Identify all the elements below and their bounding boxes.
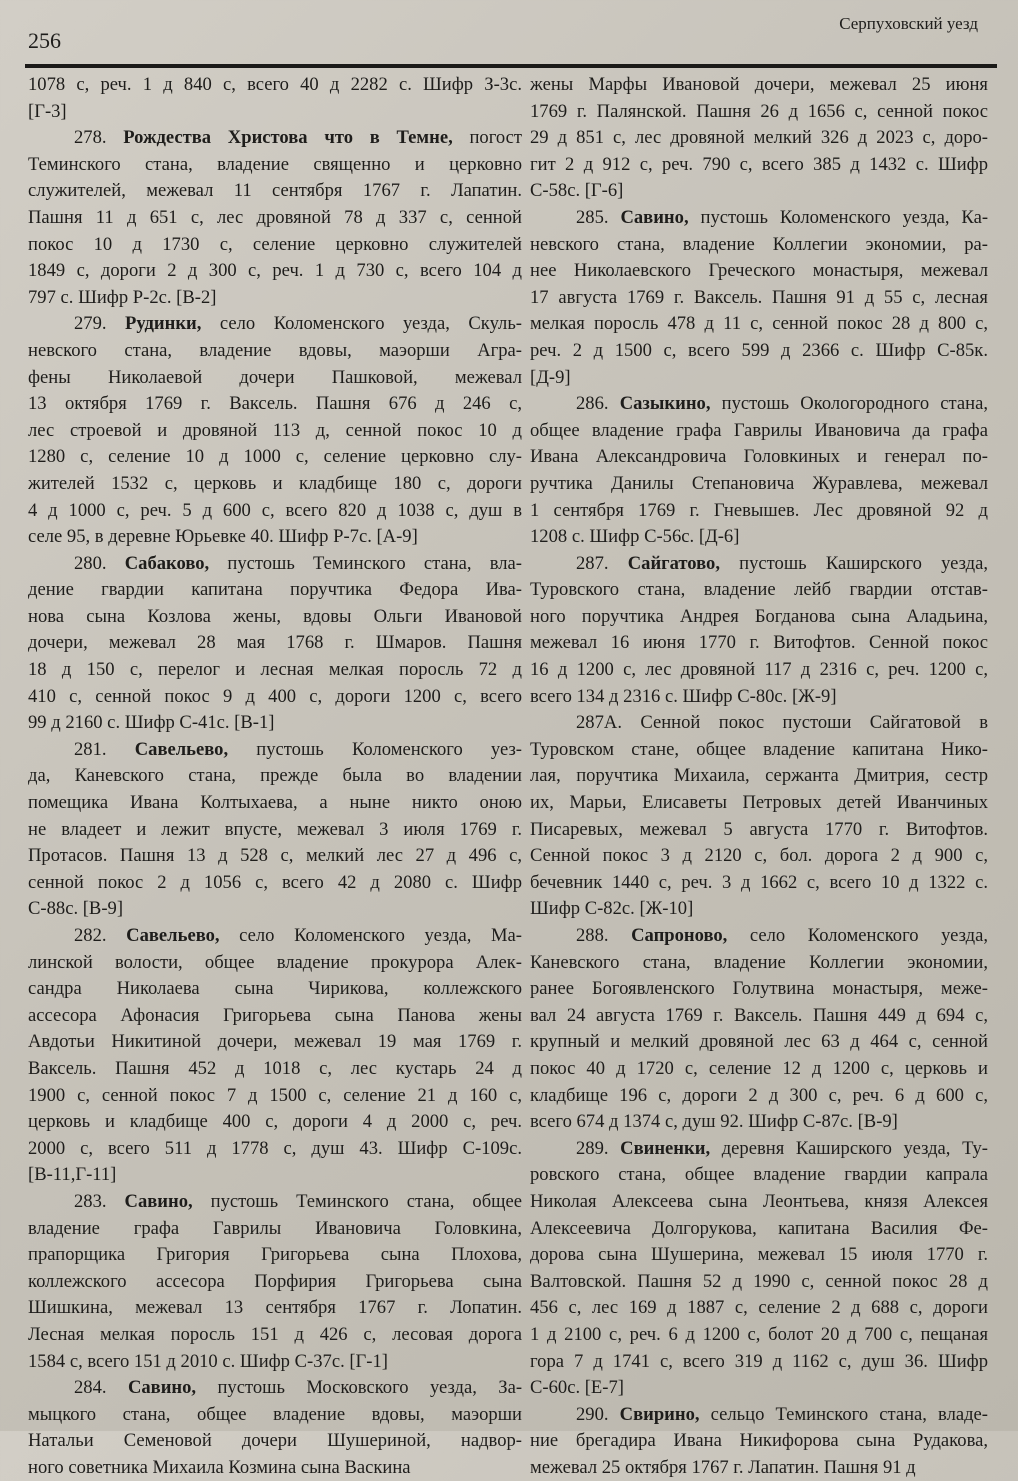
entry-number: 278. [74,127,124,149]
text-line [28,950,522,977]
text-line [28,1056,522,1083]
text-line [28,1402,522,1429]
text-line [28,1216,522,1243]
line-text: ручтика Данилы Степановича Журавлева, межевал [530,472,988,494]
text-line [28,1349,522,1376]
line-text: пустошь Теминского стана, общее [192,1190,522,1212]
line-text: Протасов. Пашня 13 д 528 с, мелкий лес 27 д 496 с, [28,845,522,867]
text-line [530,684,988,711]
line-text: сенной покос 2 д 1056 с, всего 42 д 2080 с. Шифр [28,871,522,893]
entry-heading-line [530,1402,988,1429]
text-line [530,365,988,392]
entry-heading-line [530,923,988,950]
text-line [28,152,522,179]
text-line [530,99,988,126]
text-line [530,790,988,817]
right-column [530,72,988,1481]
text-line [530,1428,988,1455]
line-text: 1769 г. Палянской. Пашня 26 д 1656 с, сенной покос [530,100,988,122]
text-line [28,285,522,312]
entry-name: Сапроново, [631,925,728,946]
line-text: Каневского стана, владение Коллегии экономии, [530,951,988,973]
line-text: помещика Ивана Колтыхаева, а ныне никто оною [28,792,522,814]
line-text: Сенной покос пустоши Сайгатовой в [640,712,988,734]
text-line [530,817,988,844]
line-text: 29 д 851 с, лес дровяной мелкий 326 д 2023 с, доро- [530,127,988,149]
text-line [530,152,988,179]
text-line [28,524,522,551]
text-line [530,896,988,923]
text-line [28,258,522,285]
line-text: гора 7 д 1741 с, всего 319 д 1162 с, душ 36. Шифр [530,1350,988,1372]
line-text: их, Марьи, Елисаветы Петровых детей Иванчиных [530,792,988,814]
line-text: 99 д 2160 с. Шифр С-41с. [В-1] [28,712,275,734]
line-text: пустошь Каширского уезда, [720,552,988,574]
entry-heading-line [28,125,522,152]
text-line [28,365,522,392]
line-text: погост [452,127,522,149]
line-text: 16 д 1200 с, лес дровяной 117 д 2316 с, реч. 1200 с, [530,659,988,681]
line-text: гит 2 д 912 с, реч. 790 с, всего 385 д 1432 с. Шифр [530,153,988,175]
text-line [530,1056,988,1083]
header-rule [25,64,997,68]
text-line [530,976,988,1003]
line-text: 2000 с, всего 511 д 1778 с, душ 43. Шифр С-109с. [28,1137,522,1159]
line-text: жителей 1532 с, церковь и кладбище 180 с, дороги [28,472,522,494]
line-text: 1584 с, всего 151 д 2010 с. Шифр С-37с. [Г-1] [28,1350,388,1372]
line-text: Пашня 11 д 651 с, лес дровяной 78 д 337 с, сенной [28,206,522,228]
line-text: прапорщика Григория Григорьева сына Плохова, [28,1244,522,1266]
entry-number: 288. [576,925,632,946]
text-line [530,1003,988,1030]
text-line [530,763,988,790]
entry-name: Савино, [124,1190,193,1212]
text-line [530,338,988,365]
line-text: 1 д 2100 с, реч. 6 д 1200 с, болот 20 д 700 с, пещаная [530,1323,988,1345]
text-line [530,870,988,897]
line-text: не владеет и лежит впусте, межевал 3 июля 1769 г. [28,818,522,840]
line-text: Туровском стане, общее владение капитана Нико- [530,738,988,760]
entry-name: Савельево, [126,925,220,946]
entry-name: Сабаково, [124,552,210,574]
line-text: Ивана Александровича Головкиных и генерал по- [530,446,988,468]
text-line [530,1083,988,1110]
line-text: 1 сентября 1769 г. Гневышев. Лес дровяной 92 д [530,499,988,521]
line-text: 18 д 150 с, перелог и лесная мелкая поросль 72 д [28,659,522,681]
line-text: Сенной покос 3 д 2120 с, бол. дорога 2 д 900 с, [530,845,988,867]
line-text: дорова сына Шушерина, межевал 15 июля 1770 г. [530,1244,988,1266]
text-line [530,604,988,631]
entry-number: 290. [576,1403,620,1425]
line-text: нова сына Козлова жены, вдовы Ольги Ивановой [28,605,522,627]
line-text: покос 40 д 1720 с, селение 12 д 1200 с, церковь и [530,1057,988,1079]
entry-name: Свиненки, [620,1137,711,1159]
text-line [28,1029,522,1056]
text-line [28,471,522,498]
text-line [530,1029,988,1056]
text-line [28,577,522,604]
text-line [530,524,988,551]
line-text: мелкая поросль 478 д 11 с, сенной покос 28 д 800 с, [530,313,988,335]
line-text: [В-11,Г-11] [28,1164,117,1186]
entry-heading-line [28,551,522,578]
line-text: 1208 с. Шифр С-56с. [Д-6] [530,526,740,548]
text-line [28,1295,522,1322]
line-text: Шишкина, межевал 13 сентября 1767 г. Лопатин. [28,1297,522,1319]
entry-number: 280. [74,552,125,574]
text-line [530,1455,988,1481]
text-line [28,338,522,365]
line-text: село Коломенского уезда, [727,925,988,946]
text-line [530,444,988,471]
line-text: Авдотьи Никитиной дочери, межевал 19 мая 1769 г. [28,1031,522,1053]
line-text: пустошь Теминского стана, вла- [209,552,522,574]
line-text: пустошь Коломенского уезда, Ка- [688,206,988,228]
line-text: Ваксель. Пашня 452 д 1018 с, лес кустарь 24 д [28,1057,522,1079]
text-line [530,471,988,498]
line-text: 1900 с, сенной покос 7 д 1500 с, селение 21 д 160 с, [28,1084,522,1106]
text-line [28,418,522,445]
line-text: Лесная мелкая поросль 151 д 426 с, лесовая дорога [28,1323,522,1345]
text-line [28,1136,522,1163]
text-line [28,1242,522,1269]
line-text: бечевник 1440 с, реч. 3 д 1662 с, всего 10 д 1322 с. [530,871,988,893]
line-text: 13 октября 1769 г. Ваксель. Пашня 676 д 246 с, [28,393,522,415]
entry-number: 283. [74,1190,125,1212]
text-line [28,630,522,657]
text-line [530,1269,988,1296]
line-text: 1280 с, селение 10 д 1000 с, селение церковно слу- [28,446,522,468]
line-text: Натальи Семеновой дочери Шушериной, надвор- [28,1430,522,1452]
entry-number: 279. [74,313,126,335]
line-text: вал 24 августа 1769 г. Ваксель. Пашня 449 д 694 с, [530,1004,988,1026]
text-line [530,1242,988,1269]
line-text: дочери, межевал 28 мая 1768 г. Шмаров. Пашня [28,632,522,654]
line-text: Туровского стана, владение лейб гвардии отстав- [530,579,988,601]
entry-heading-line [530,1136,988,1163]
text-line [28,763,522,790]
line-text: 4 д 1000 с, реч. 5 д 600 с, всего 820 д 1038 с, душ в [28,499,522,521]
text-line [28,72,522,99]
text-line [530,1349,988,1376]
line-text: ассесора Афонасия Григорьева сына Панова жены [28,1004,522,1026]
line-text: церковь и кладбище 400 с, дороги 4 д 2000 с, реч. [28,1111,522,1133]
text-line [530,577,988,604]
text-line [530,258,988,285]
text-line [530,1216,988,1243]
entry-name: Рождества Христова что в Темне, [123,127,453,149]
text-line [28,657,522,684]
line-text: Шифр С-82с. [Ж-10] [530,898,694,920]
line-text: деревня Каширского уезда, Ту- [710,1137,988,1159]
line-text: село Коломенского уезда, Ма- [219,925,522,946]
line-text: пустошь Окологородного стана, [710,393,988,415]
entry-heading-line [28,737,522,764]
line-text: коллежского ассесора Порфирия Григорьева сына [28,1270,522,1292]
entry-name: Савино, [127,1377,197,1399]
line-text: ного поручтика Андрея Богданова сына Аладьина, [530,605,988,627]
line-text: всего 674 д 1374 с, душ 92. Шифр С-87с. [В-9] [530,1111,898,1133]
text-line [28,684,522,711]
line-text: 17 августа 1769 г. Ваксель. Пашня 91 д 55 с, лесная [530,286,988,308]
text-line [28,1109,522,1136]
text-line [28,1083,522,1110]
line-text: С-60с. [Е-7] [530,1377,624,1399]
text-line [28,1322,522,1349]
line-text: жены Марфы Ивановой дочери, межевал 25 июня [530,74,988,95]
line-text: [Д-9] [530,366,571,388]
line-text: нее Николаевского Греческого монастыря, межевал [530,260,988,282]
line-text: [Г-3] [28,100,67,122]
text-line [530,418,988,445]
text-line [28,976,522,1003]
text-line [530,311,988,338]
text-line [28,790,522,817]
line-text: 1849 с, дороги 2 д 300 с, реч. 1 д 730 с, всего 104 д [28,260,522,282]
text-line [28,870,522,897]
line-text: 456 с, лес 169 д 1887 с, селение 2 д 688 с, дороги [530,1297,988,1319]
entry-number: 284. [74,1377,128,1399]
text-line [530,498,988,525]
text-line [530,232,988,259]
line-text: Теминского стана, владение священно и церковно [28,153,522,175]
line-text: селе 95, в деревне Юрьевке 40. Шифр Р-7с. [А-9] [28,526,418,548]
line-text: кладбище 196 с, дороги 2 д 300 с, реч. 6 д 600 с, [530,1084,988,1106]
line-text: Писаревых, межевал 5 августа 1770 г. Витофтов. [530,818,988,840]
line-text: крупный и мелкий дровяной лес 63 д 464 с, сенной [530,1031,988,1053]
entry-name: Свирино, [619,1403,700,1425]
text-line [28,1269,522,1296]
text-line [530,737,988,764]
entry-number: 287. [576,552,628,574]
entry-name: Савельево, [134,738,229,760]
text-line [530,630,988,657]
line-text: 1078 с, реч. 1 д 840 с, всего 40 д 2282 с. Шифр З-3с. [28,74,522,95]
line-text: фены Николаевой дочери Пашковой, межевал [28,366,522,388]
line-text: Алексеевича Долгорукова, капитана Василия Фе- [530,1217,988,1239]
entry-number: 285. [576,206,621,228]
line-text: пустошь Московского уезда, За- [196,1377,522,1399]
text-line [530,1189,988,1216]
line-text: межевал 16 июня 1770 г. Витофтов. Сенной покос [530,632,988,654]
entry-heading-line [530,391,988,418]
text-line [28,843,522,870]
entry-heading-line [530,551,988,578]
line-text: линской волости, общее владение прокурора Алек- [28,951,522,973]
text-line [28,444,522,471]
entry-heading-line [28,923,522,950]
line-text: владение графа Гаврилы Ивановича Головкина, [28,1217,522,1239]
text-line [530,1322,988,1349]
line-text: мыцкого стана, общее владение вдовы, маэорши [28,1403,522,1425]
text-line [530,1375,988,1402]
entry-name: Рудинки, [125,313,202,335]
line-text: ного советника Михаила Козмина сына Васкина [28,1456,411,1478]
line-text: С-88с. [В-9] [28,898,124,920]
text-line [28,498,522,525]
entry-heading-line [28,311,522,338]
text-line [28,1428,522,1455]
entry-number: 287А. [576,712,641,734]
text-line [530,657,988,684]
text-line [28,817,522,844]
line-text: Валтовской. Пашня 52 д 1990 с, сенной покос 28 д [530,1270,988,1292]
text-line [530,1109,988,1136]
text-line [530,72,988,99]
text-line [530,285,988,312]
line-text: ние брегадира Ивана Никифорова сына Рудакова, [530,1430,988,1452]
line-text: невского стана, владение Коллегии экономии, ра- [530,233,988,255]
text-line [28,1455,522,1481]
line-text: 410 с, сенной покос 9 д 400 с, дороги 1200 с, всего [28,685,522,707]
line-text: общее владение графа Гаврилы Ивановича да графа [530,419,988,441]
line-text: С-58с. [Г-6] [530,180,624,202]
entry-name: Сайгатово, [627,552,720,574]
line-text: невского стана, владение вдовы, маэорши Агра- [28,339,522,361]
text-line [530,950,988,977]
line-text: дение гвардии капитана поручтика Федора Ива- [28,579,522,601]
text-line [28,178,522,205]
line-text: да, Каневского стана, прежде была во владении [28,765,522,787]
text-line [28,896,522,923]
line-text: межевал 25 октября 1767 г. Лапатин. Пашня 91 д [530,1456,916,1478]
text-line [28,232,522,259]
entry-name: Савино, [620,206,689,228]
text-line [28,99,522,126]
entry-number: 286. [576,393,620,415]
line-text: всего 134 д 2316 с. Шифр С-80с. [Ж-9] [530,685,837,707]
page-number: 256 [28,28,61,53]
running-title: Серпуховский уезд [839,14,978,33]
entry-heading-line [530,205,988,232]
line-text: ранее Богоявленского Голутвина монастыря, меже- [530,978,988,1000]
entry-number: 282. [74,925,127,946]
text-line [530,843,988,870]
line-text: сандра Николаева сына Чирикова, коллежского [28,978,522,1000]
text-line [28,1162,522,1189]
text-line [530,1295,988,1322]
line-text: лая, поручтика Михаила, сержанта Дмитрия, сестр [530,765,988,787]
text-line [530,178,988,205]
entry-name: Сазыкино, [619,393,711,415]
line-text: пустошь Коломенского уез- [228,738,522,760]
line-text: Николая Алексеева сына Леонтьева, князя Алексея [530,1190,988,1212]
entry-number: 289. [576,1137,621,1159]
text-line [28,604,522,631]
entry-heading-line [28,1189,522,1216]
line-text: служителей, межевал 11 сентября 1767 г. Лапатин. [28,180,522,202]
entry-heading-line [530,710,988,737]
text-line [28,1003,522,1030]
left-column [28,72,522,1481]
text-line [530,125,988,152]
text-line [28,205,522,232]
line-text: село Коломенского уезда, Скуль- [201,313,522,335]
text-line [28,710,522,737]
line-text: 797 с. Шифр Р-2с. [В-2] [28,286,217,308]
entry-number: 281. [74,738,135,760]
line-text: ровского стана, общее владение гвардии капрала [530,1164,988,1186]
line-text: реч. 2 д 1500 с, всего 599 д 2366 с. Шифр С-85к. [530,339,988,361]
entry-heading-line [28,1375,522,1402]
line-text: лес строевой и дровяной 113 д, сенной покос 10 д [28,419,522,441]
text-line [530,1162,988,1189]
line-text: сельцо Теминского стана, владе- [699,1403,988,1425]
line-text: покос 10 д 1730 с, селение церковно служителей [28,233,522,255]
text-line [28,391,522,418]
